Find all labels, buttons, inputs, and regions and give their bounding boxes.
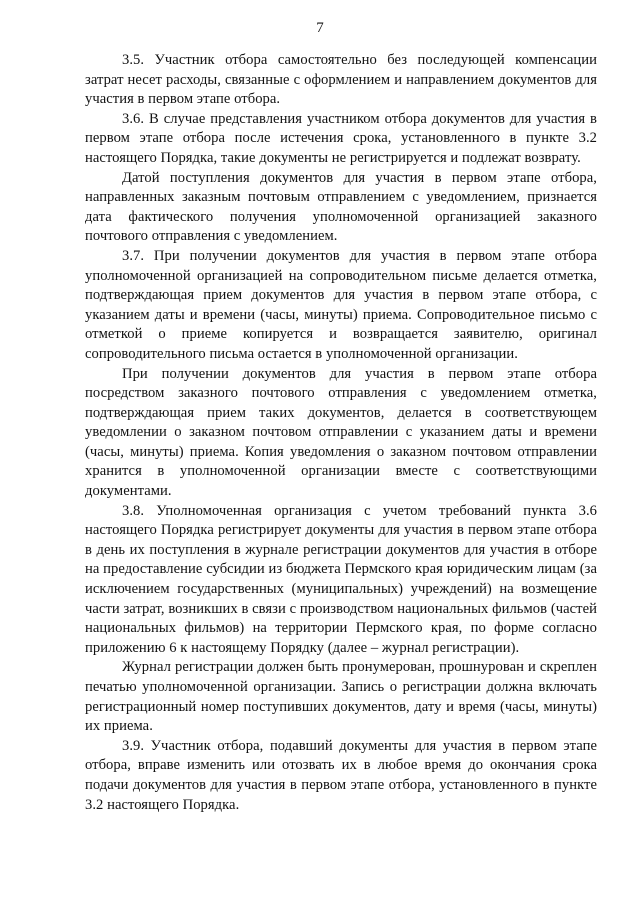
paragraph-postal-receipt: При получении документов для участия в первом этапе отбора посредством заказного почтового отправления с уведомлением отметка, подтверждающая прием таких документов, делается в соответствующем уведомлении о заказном почтовом отправлении с указанием даты и времени (часы, минуты) приема. Копия уведомления о заказном почтовом отправлении хранится в уполномоченной организации вместе с соответствующими документами.: [85, 365, 597, 500]
document-body: [85, 51, 597, 815]
paragraph-3-5: 3.5. Участник отбора самостоятельно без последующей компенсации затрат несет расходы, связанные с оформлением и направлением документов для участия в первом этапе отбора.: [85, 52, 597, 108]
paragraph-3-9: 3.9. Участник отбора, подавший документы для участия в первом этапе отбора, вправе изменить или отозвать их в любое время до окончания срока подачи документов для участия в первом этапе отбора, установленного в пункте 3.2 настоящего Порядка.: [85, 737, 597, 813]
paragraph-registration-journal: Журнал регистрации должен быть пронумерован, прошнурован и скреплен печатью уполномоченной организации. Запись о регистрации должна включать регистрационный номер поступивших документов, дату и время (часы, минуты) их приема.: [85, 659, 597, 735]
paragraph-receipt-date: Датой поступления документов для участия в первом этапе отбора, направленных заказным почтовым отправлением с уведомлением, признается дата фактического получения уполномоченной организацией заказного почтового отправления с уведомлением.: [85, 169, 597, 245]
page-number: 7: [316, 20, 324, 36]
paragraph-3-6: 3.6. В случае представления участником отбора документов для участия в первом этапе отбора после истечения срока, установленного в пункте 3.2 настоящего Порядка, такие документы не регистрируется и подлежат возврату.: [85, 110, 597, 166]
paragraph-3-8: 3.8. Уполномоченная организация с учетом требований пункта 3.6 настоящего Порядка регистрирует документы для участия в первом этапе отбора в день их поступления в журнале регистрации документов для участия в отборе на предоставление субсидии из бюджета Пермского края юридическим лицам (за исключением государственных (муниципальных) учреждений) на возмещение части затрат, возникших в связи с производством национальных фильмов (частей национальных фильмов) на территории Пермского края, по форме согласно приложению 6 к настоящему Порядку (далее – журнал регистрации).: [85, 502, 597, 656]
paragraph-3-7: 3.7. При получении документов для участия в первом этапе отбора уполномоченной организацией на сопроводительном письме делается отметка, подтверждающая прием документов для участия в первом этапе отбора, с указанием даты и времени (часы, минуты) приема. Сопроводительное письмо с отметкой о приеме копируется и возвращается заявителю, оригинал сопроводительного письма остается в уполномоченной организации.: [85, 247, 597, 362]
